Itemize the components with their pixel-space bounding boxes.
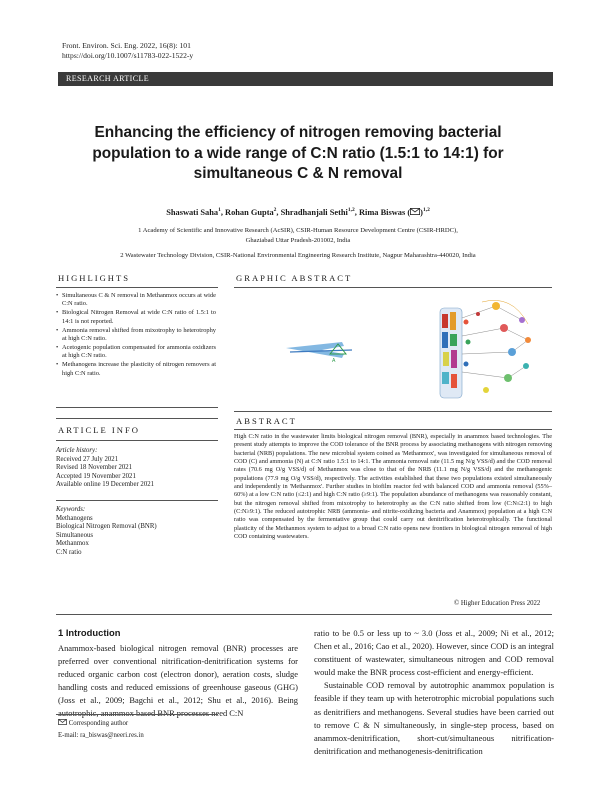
author-affil-sup: 1 bbox=[218, 207, 221, 213]
title-line: Enhancing the efficiency of nitrogen removing bacterial bbox=[94, 124, 502, 141]
keywords-label: Keywords: bbox=[56, 506, 86, 513]
keyword: Methanogens bbox=[56, 514, 93, 522]
intro-right-column bbox=[314, 627, 554, 758]
author-name: Rima Biswas bbox=[358, 207, 406, 217]
section-divider bbox=[234, 411, 552, 412]
section-divider bbox=[56, 418, 218, 419]
article-info-heading: ARTICLE INFO bbox=[58, 425, 140, 435]
journal-citation-block bbox=[62, 41, 193, 61]
affiliation-1 bbox=[60, 226, 536, 245]
affiliation-line: Ghaziabad Uttar Pradesh-201002, India bbox=[245, 236, 351, 244]
body-paragraph: Sustainable COD removal by autotrophic anammox population is feasible if they team up with heterotrophic microbial populations such as denitrifiers and methanogens. Several studies have been carried out to remove C & N simultaneously, in single-step process, based on anammox-denitrification, short-cut/simultaneous nitrification-denitrification and methanogenesis-denitrification bbox=[314, 680, 554, 756]
graphic-abstract-illustration bbox=[282, 292, 538, 404]
section-divider bbox=[56, 440, 218, 441]
keywords-block bbox=[56, 506, 216, 558]
highlights-heading: HIGHLIGHTS bbox=[58, 273, 131, 283]
body-paragraph: ratio to be 0.5 or less up to ~ 3.0 (Joss et al., 2009; Ni et al., 2012; Chen et al., 2016; Cao et al., 2020). However, since COD is an integral constituent of wastewater, simultaneous nitrogen and COD removal would make the BNR process cost-efficient and energy-efficient. bbox=[314, 628, 554, 678]
abstract-text: High C:N ratio in the wastewater limits biological nitrogen removal (BNR), especially in anammox based technologies. The present study attempts to improve the COD tolerance of the BNR process by associating methanogens with nitrogen removing bacterial (NRB) populations. The new microbial system coined as 'Methanmox', was investigated for simultaneous removal of COD (C) and ammonia (N) at C:N ratio 1.5:1 to 14:1. The ammonia removal rate (11.5 mg N/g VSS/d) and the COD removal rates (70.6 mg O/g VSS/d) of Methanmox was close to that of the NRB (11.1 mg N/g VSS/d) and the methanogenic populations (77.9 mg O/g VSS/d), respectively. The activities established that these two populations existed simultaneously and independently in 'Methanmox'. Further studies in biofilm reactor fed with balanced COD and ammonia removal (55%–60%) at a low C:N ratio (≤2:1) and high C:N ratio (≥9:1). The population abundance of methanogens was reasonably constant, but the nitrogen removal shifted from mixotrophy to heterotrophy as the C:N ratio shifted from low (C:N≤2:1) to high (C:N≥9:1). The reduced autotrophic NRB (ammonia- and nitrite-oxidizing bacteria and Anammox) population at a high C:N ratio was compensated by the fermentative group that could carry out denitrification heterotrophically. The functional plasticity of the Methanmox system to adjust to a broad C:N ratio opens new frontiers in biological nitrogen removal of high COD containing wastewaters. bbox=[234, 433, 552, 541]
highlight-item: • Simultaneous C & N removal in Methanmox occurs at wide C:N ratio. bbox=[56, 292, 216, 309]
highlight-item: • Methanogens increase the plasticity of nitrogen removers at high C:N ratio. bbox=[56, 361, 216, 378]
section-divider bbox=[234, 429, 552, 430]
affiliation-line: 1 Academy of Scientific and Innovative Research (AcSIR), CSIR-Human Resource Development Centre (CSIR-HRDC), bbox=[138, 227, 458, 234]
graphic-abstract-heading: GRAPHIC ABSTRACT bbox=[236, 273, 353, 283]
author-name: Shaswati Saha bbox=[166, 207, 219, 217]
author-email[interactable]: E-mail: ra_biswas@neeri.res.in bbox=[58, 732, 144, 739]
envelope-icon bbox=[58, 719, 67, 725]
highlights-list bbox=[56, 292, 216, 379]
highlight-item: • Biological Nitrogen Removal at wide C:N ratio of 1.5:1 to 14:1 is not reported. bbox=[56, 309, 216, 326]
section-heading-introduction: 1 Introduction bbox=[58, 627, 121, 638]
author-list: Shaswati Saha$^1$, Rohan Gupta$^2$, Shradhanjali Sethi$^{1,2}$, Rima Biswas ( )$^{1,2}$ bbox=[166, 207, 430, 217]
highlight-item: • Acetogenic population compensated for ammonia oxidizers at high C:N ratio. bbox=[56, 344, 216, 361]
keyword: Simultaneous bbox=[56, 531, 94, 539]
affiliation-2: 2 Wastewater Technology Division, CSIR-National Environmental Engineering Research Institute, Nagpur Maharashtra-440020, India bbox=[120, 252, 476, 259]
doi-link[interactable]: https://doi.org/10.1007/s11783-022-1522-y bbox=[62, 51, 194, 60]
history-entry: Available online 19 December 2021 bbox=[56, 481, 155, 489]
graphic-abstract-figure bbox=[282, 292, 538, 404]
pathway-network bbox=[462, 300, 528, 378]
section-divider bbox=[56, 614, 552, 615]
history-entry: Received 27 July 2021 bbox=[56, 455, 119, 463]
abstract-heading: ABSTRACT bbox=[236, 416, 297, 426]
article-history bbox=[56, 447, 216, 490]
article-title bbox=[62, 123, 534, 185]
footnote-divider bbox=[56, 714, 218, 715]
history-label: Article history: bbox=[56, 447, 98, 454]
title-line: population to a wide range of C:N ratio (1.5:1 to 14:1) for bbox=[92, 144, 504, 162]
corresponding-label: Corresponding author bbox=[68, 720, 129, 727]
author-name: Shradhanjali Sethi bbox=[280, 207, 348, 217]
microbial-column bbox=[440, 308, 471, 398]
section-divider bbox=[56, 500, 218, 501]
reactor-arrow-graphic bbox=[286, 342, 352, 364]
history-entry: Revised 18 November 2021 bbox=[56, 464, 133, 472]
author-affil-sup: 1,2 bbox=[422, 207, 430, 213]
intro-left-column bbox=[58, 642, 298, 721]
author-name: Rohan Gupta bbox=[225, 207, 274, 217]
copyright-notice: © Higher Education Press 2022 bbox=[454, 600, 541, 607]
svg-text:A: A bbox=[332, 358, 336, 364]
keyword: Biological Nitrogen Removal (BNR) bbox=[56, 523, 157, 531]
history-entry: Accepted 19 November 2021 bbox=[56, 472, 136, 480]
section-divider bbox=[56, 407, 218, 408]
envelope-icon bbox=[410, 208, 420, 215]
author-affil-sup: 2 bbox=[273, 207, 277, 213]
highlight-item: • Ammonia removal shifted from mixotrophy to heterotrophy at high C:N ratio. bbox=[56, 327, 216, 344]
keyword: Methanmox bbox=[56, 540, 89, 548]
corresponding-author-footnote bbox=[58, 718, 144, 742]
keyword: C:N ratio bbox=[56, 548, 82, 556]
section-divider bbox=[56, 287, 218, 288]
title-line: simultaneous C & N removal bbox=[193, 165, 403, 182]
article-type-banner: RESEARCH ARTICLE bbox=[58, 72, 553, 86]
author-affil-sup: 1,2 bbox=[347, 207, 355, 213]
section-divider bbox=[234, 287, 552, 288]
body-paragraph: Anammox-based biological nitrogen removal (BNR) processes are preferred over conventional nitrification-denitrification systems for reduced organic carbon cost (electron donor), aeration costs, sludge handling costs and reduced emissions of greenhouse gaseous (GHG) (Joss et al., 2009; Bagchi et al., 2012; Shu et al., 2016). Being autotrophic, anammox based BNR processes need C:N bbox=[58, 643, 298, 719]
journal-citation: Front. Environ. Sci. Eng. 2022, 16(8): 101 bbox=[62, 41, 191, 50]
